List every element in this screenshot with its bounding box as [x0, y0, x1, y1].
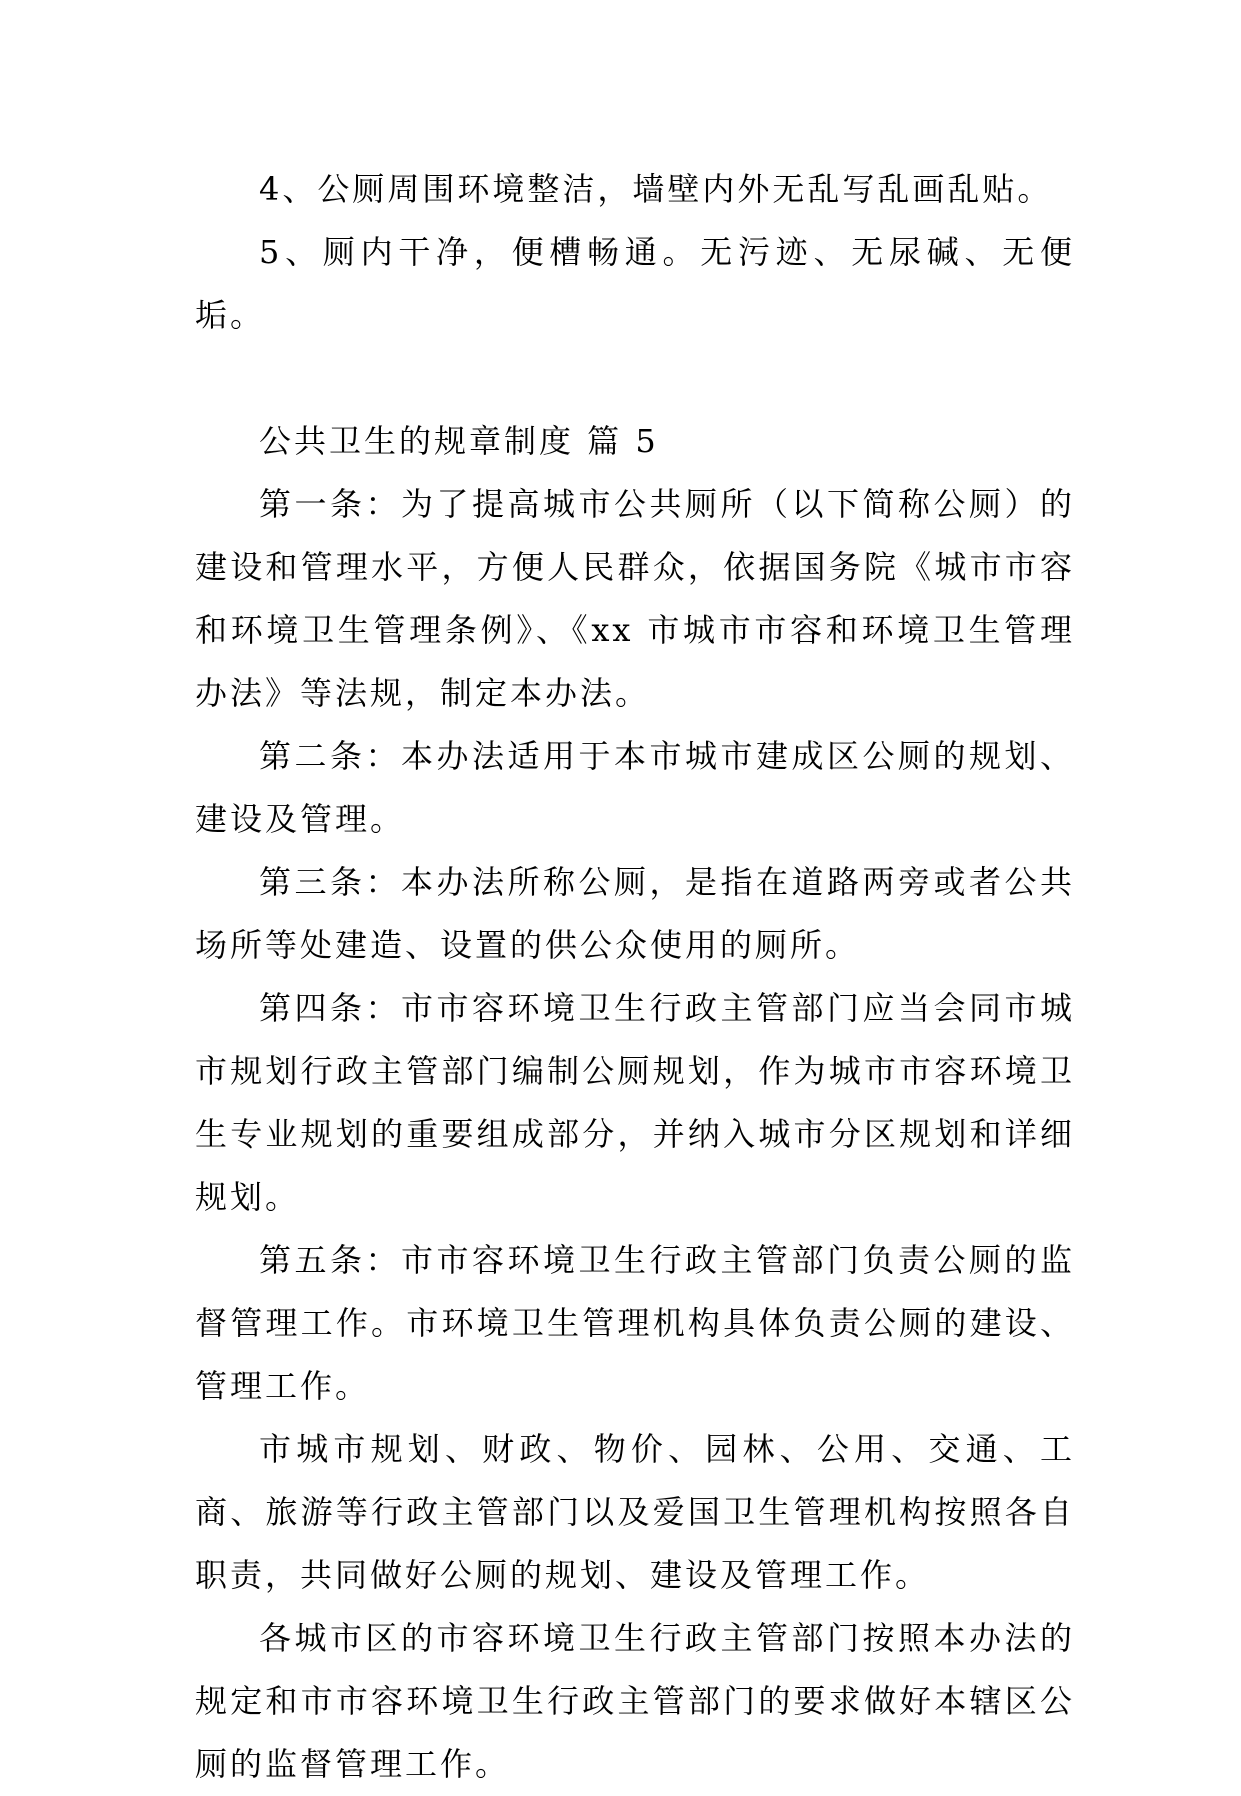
article-5-clause-2: 市城市规划、财政、物价、园林、公用、交通、工商、旅游等行政主管部门以及爱国卫生管理机构按照各自职责，共同做好公厕的规划、建设及管理工作。	[195, 1430, 1075, 1594]
intro-item-4: 4、公厕周围环境整洁，墙壁内外无乱写乱画乱贴。	[259, 170, 1053, 208]
intro-item-5: 5、厕内干净，便槽畅通。无污迹、无尿碱、无便垢。	[195, 233, 1075, 334]
section-spacer	[195, 347, 1075, 410]
document-body	[195, 158, 1075, 1796]
article-3: 第三条：本办法所称公厕，是指在道路两旁或者公共场所等处建造、设置的供公众使用的厕所。	[195, 863, 1075, 964]
article-4: 第四条：市市容环境卫生行政主管部门应当会同市城市规划行政主管部门编制公厕规划，作为城市市容环境卫生专业规划的重要组成部分，并纳入城市分区规划和详细规划。	[195, 989, 1075, 1216]
article-1: 第一条：为了提高城市公共厕所（以下简称公厕）的建设和管理水平，方便人民群众，依据国务院《城市市容和环境卫生管理条例》、《xx 市城市市容和环境卫生管理办法》等法规，制定本办法。	[195, 485, 1075, 712]
article-2: 第二条：本办法适用于本市城市建成区公厕的规划、建设及管理。	[195, 737, 1075, 838]
article-5: 第五条：市市容环境卫生行政主管部门负责公厕的监督管理工作。市环境卫生管理机构具体负责公厕的建设、管理工作。	[195, 1241, 1075, 1405]
section-heading: 公共卫生的规章制度 篇 5	[259, 422, 659, 460]
article-5-clause-3: 各城市区的市容环境卫生行政主管部门按照本办法的规定和市市容环境卫生行政主管部门的要求做好本辖区公厕的监督管理工作。	[195, 1619, 1075, 1783]
